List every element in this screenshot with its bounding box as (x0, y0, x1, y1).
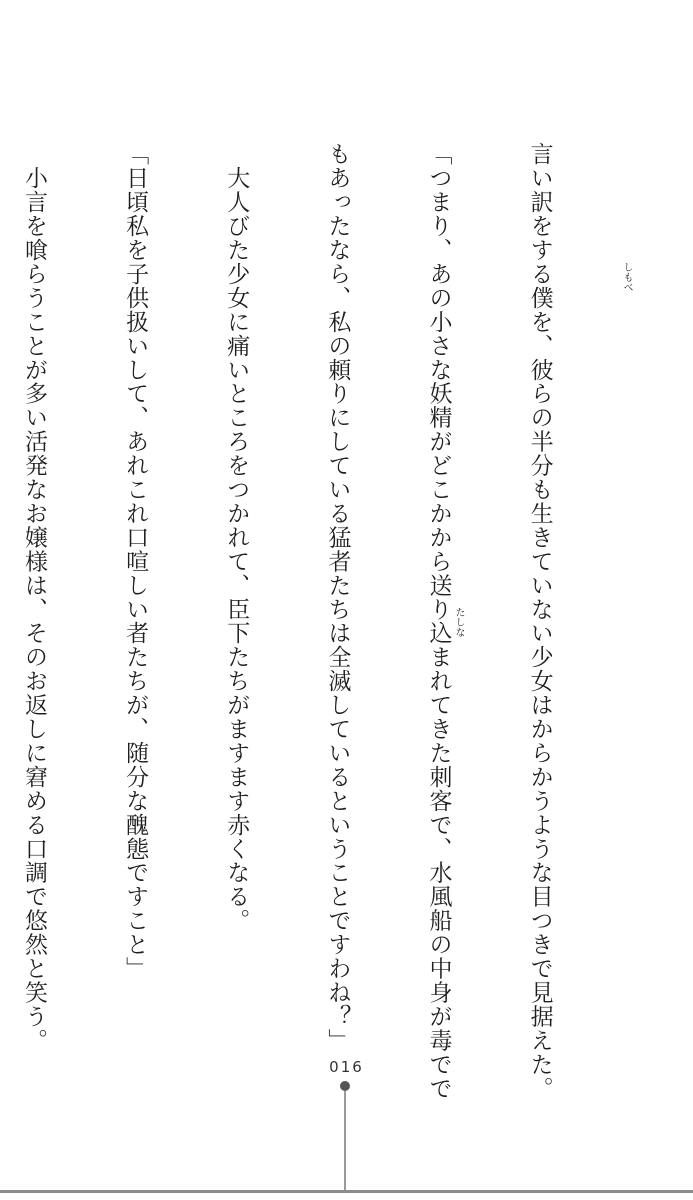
ruby-shimobe: しもべ (621, 262, 632, 292)
text-line-3: もあったなら、私の頼りにしている猛者たちは全滅しているということですわね？」 (324, 142, 351, 1053)
text-line-4: 大人びた少女に痛いところをつかれて、臣下たちがますます赤くなる。 (223, 142, 250, 933)
ruby-tashina: たしな (453, 607, 464, 637)
page-number: 016 (329, 1058, 364, 1076)
text-line-5: 「日頃私を子供扱いして、あれこれ口喧しい者たちが、随分な醜態ですこと」 (122, 142, 149, 981)
page-bottom-rule (0, 1190, 693, 1193)
text-line-1: 言い訳をする僕を、彼らの半分も生きていない少女はからかうような目つきで見据えた。 (526, 142, 553, 1100)
text-line-6: 小言を喰らうことが多い活発なお嬢様は、そのお返しに窘める口調で悠然と笑う。 (21, 142, 48, 1053)
page-number-dot (340, 1081, 350, 1091)
text-line-2: 「つまり、あの小さな妖精がどこかから送り込まれてきた刺客で、水風船の中身が毒でで (425, 142, 452, 1100)
page-number-stem (344, 1091, 346, 1191)
